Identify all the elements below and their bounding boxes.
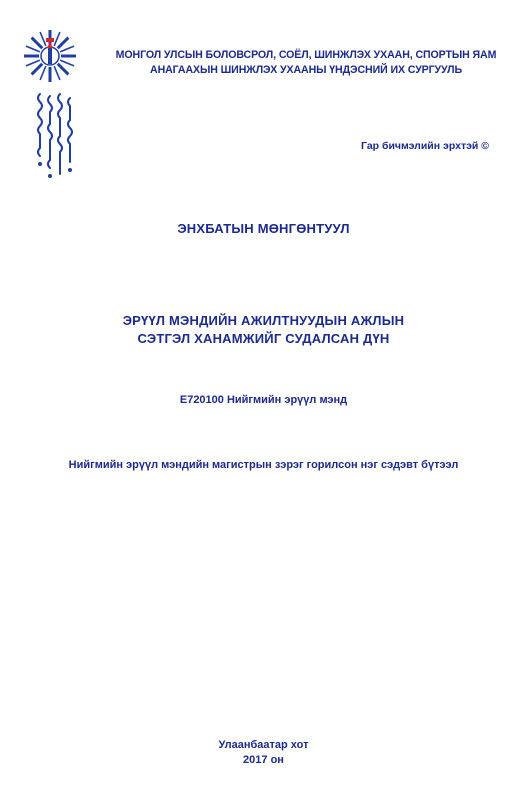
ministry-name: МОНГОЛ УЛСЫН БОЛОВСРОЛ, СОЁЛ, ШИНЖЛЭХ УХААН, СПОРТЫН ЯАМ xyxy=(115,49,497,61)
place-and-year xyxy=(0,738,527,768)
city-name: Улаанбаатар хот xyxy=(218,739,309,751)
university-emblem-icon xyxy=(22,28,78,84)
author-name: ЭНХБАТЫН МӨНГӨНТУУЛ xyxy=(177,221,350,236)
degree-statement: Нийгмийн эрүүл мэндийн магистрын зэрэг горилсон нэг сэдэвт бүтээл xyxy=(68,459,459,471)
program-code: E720100 Нийгмийн эрүүл мэнд xyxy=(179,394,348,406)
mongolian-script-icon xyxy=(28,90,84,190)
institution-header xyxy=(96,48,516,78)
thesis-title-line2: СЭТГЭЛ ХАНАМЖИЙГ СУДАЛСАН ДҮН xyxy=(137,331,390,346)
copyright-notice: Гар бичмэлийн эрхтэй © xyxy=(361,140,489,152)
thesis-title-line1: ЭРҮҮЛ МЭНДИЙН АЖИЛТНУУДЫН АЖЛЫН xyxy=(122,313,405,328)
university-name: АНАГААХЫН ШИНЖЛЭХ УХААНЫ ҮНДЭСНИЙ ИХ СУРГУУЛЬ xyxy=(150,64,462,76)
thesis-title xyxy=(0,312,527,348)
year: 2017 он xyxy=(243,754,284,766)
